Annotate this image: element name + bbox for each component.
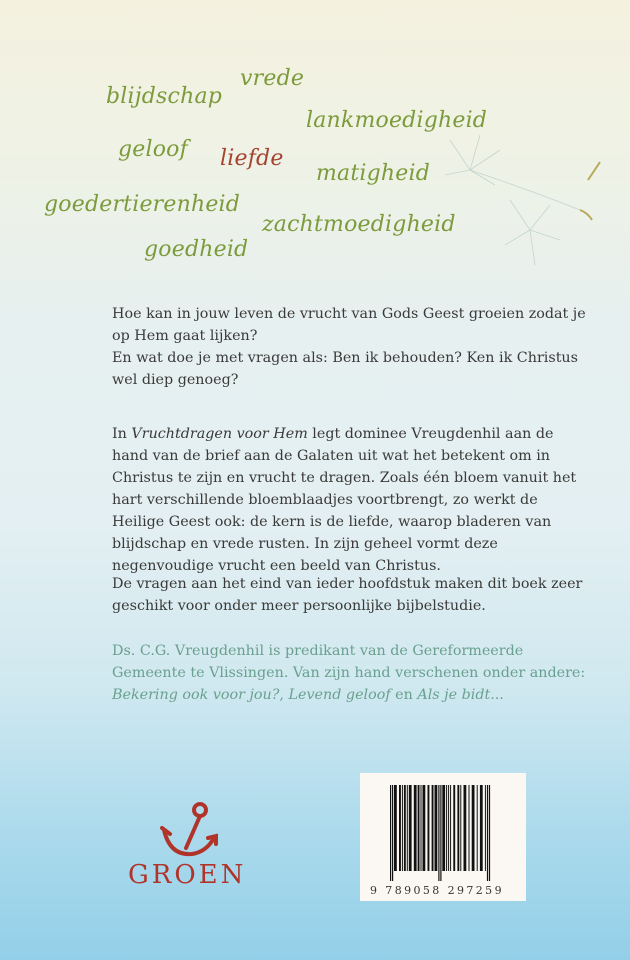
barcode-bar xyxy=(460,785,461,871)
description-paragraph xyxy=(112,423,592,577)
book-title: Als je bidt... xyxy=(417,687,504,703)
barcode-bar xyxy=(477,785,478,871)
barcode-bar xyxy=(432,785,434,871)
questions-paragraph: De vragen aan het eind van ieder hoofdstuk maken dit boek zeer geschikt voor onder meer persoonlijke bijbelstudie. xyxy=(112,576,583,614)
barcode-bar xyxy=(448,785,449,871)
intro-paragraph xyxy=(112,303,592,391)
barcode-digits: 9 789058 297259 xyxy=(370,884,504,897)
dandelion-seeds-illustration xyxy=(440,130,630,290)
barcode-bar xyxy=(392,785,393,881)
barcode-bar xyxy=(469,785,470,871)
barcode-bar xyxy=(399,785,401,871)
text: , xyxy=(279,687,289,703)
barcode-bar xyxy=(435,785,438,871)
barcode-bars xyxy=(390,785,520,881)
barcode-bar xyxy=(480,785,483,871)
word-matigheid: matigheid xyxy=(316,161,431,186)
barcode-bar xyxy=(402,785,403,871)
word-vrede: vrede xyxy=(240,66,305,91)
barcode-bar xyxy=(418,785,420,871)
word-goedertierenheid: goedertierenheid xyxy=(44,192,241,217)
word-goedheid: goedheid xyxy=(144,237,249,262)
publisher-name: GROEN xyxy=(128,860,247,890)
barcode-bar xyxy=(421,785,422,871)
author-paragraph xyxy=(112,640,592,706)
barcode-bar xyxy=(472,785,475,871)
barcode-bar xyxy=(457,785,459,871)
anchor-icon xyxy=(150,800,230,862)
barcode-bar xyxy=(487,785,488,881)
barcode-bar xyxy=(438,785,439,881)
book-title: Levend geloof xyxy=(288,687,391,703)
word-liefde: liefde xyxy=(220,146,284,171)
word-lankmoedigheid: lankmoedigheid xyxy=(306,108,488,133)
word-zachtmoedigheid: zachtmoedigheid xyxy=(262,212,456,237)
book-title: Bekering ook voor jou? xyxy=(112,687,280,703)
text: legt dominee Vreugdenhil aan de hand van de brief aan de Galaten uit wat het betekent om in Christus te zijn en vrucht te dragen. Zoals één bloem vanuit het hart verschillende bloemblaadjes voortbrengt, zo werkt de Heilige Geest ook: de kern is de liefde, waarop bladeren van blijdschap en vrede rusten. In zijn geheel vormt deze negenvoudige vrucht een beeld van Christus. xyxy=(112,426,577,574)
barcode-bar xyxy=(394,785,397,871)
barcode-bar xyxy=(404,785,406,871)
barcode-bar xyxy=(489,785,490,881)
barcode-bar xyxy=(446,785,447,871)
barcode-bar xyxy=(409,785,412,871)
text: In xyxy=(112,426,132,442)
isbn-barcode xyxy=(360,773,526,901)
barcode-bar xyxy=(450,785,451,871)
barcode-bar xyxy=(440,785,441,881)
text: Ds. C.G. Vreugdenhil is predikant van de Gereformeerde Gemeente te Vlissingen. Van zijn hand verschenen onder andere: xyxy=(112,643,586,681)
text: en xyxy=(390,687,418,703)
barcode-bar xyxy=(390,785,391,881)
barcode-bar xyxy=(428,785,430,871)
barcode-bar xyxy=(423,785,426,871)
barcode-bar xyxy=(464,785,467,871)
intro-line-1: Hoe kan in jouw leven de vrucht van Gods Geest groeien zodat je op Hem gaat lijken? xyxy=(112,306,586,344)
barcode-bar xyxy=(442,785,445,871)
word-geloof: geloof xyxy=(118,137,188,162)
barcode-bar xyxy=(407,785,408,871)
book-title: Vruchtdragen voor Hem xyxy=(131,426,308,442)
intro-line-2: En wat doe je met vragen als: Ben ik behouden? Ken ik Christus wel diep genoeg? xyxy=(112,350,578,388)
barcode-bar xyxy=(414,785,417,871)
word-blijdschap: blijdschap xyxy=(106,84,223,109)
barcode-bar xyxy=(485,785,486,871)
barcode-bar xyxy=(453,785,455,871)
